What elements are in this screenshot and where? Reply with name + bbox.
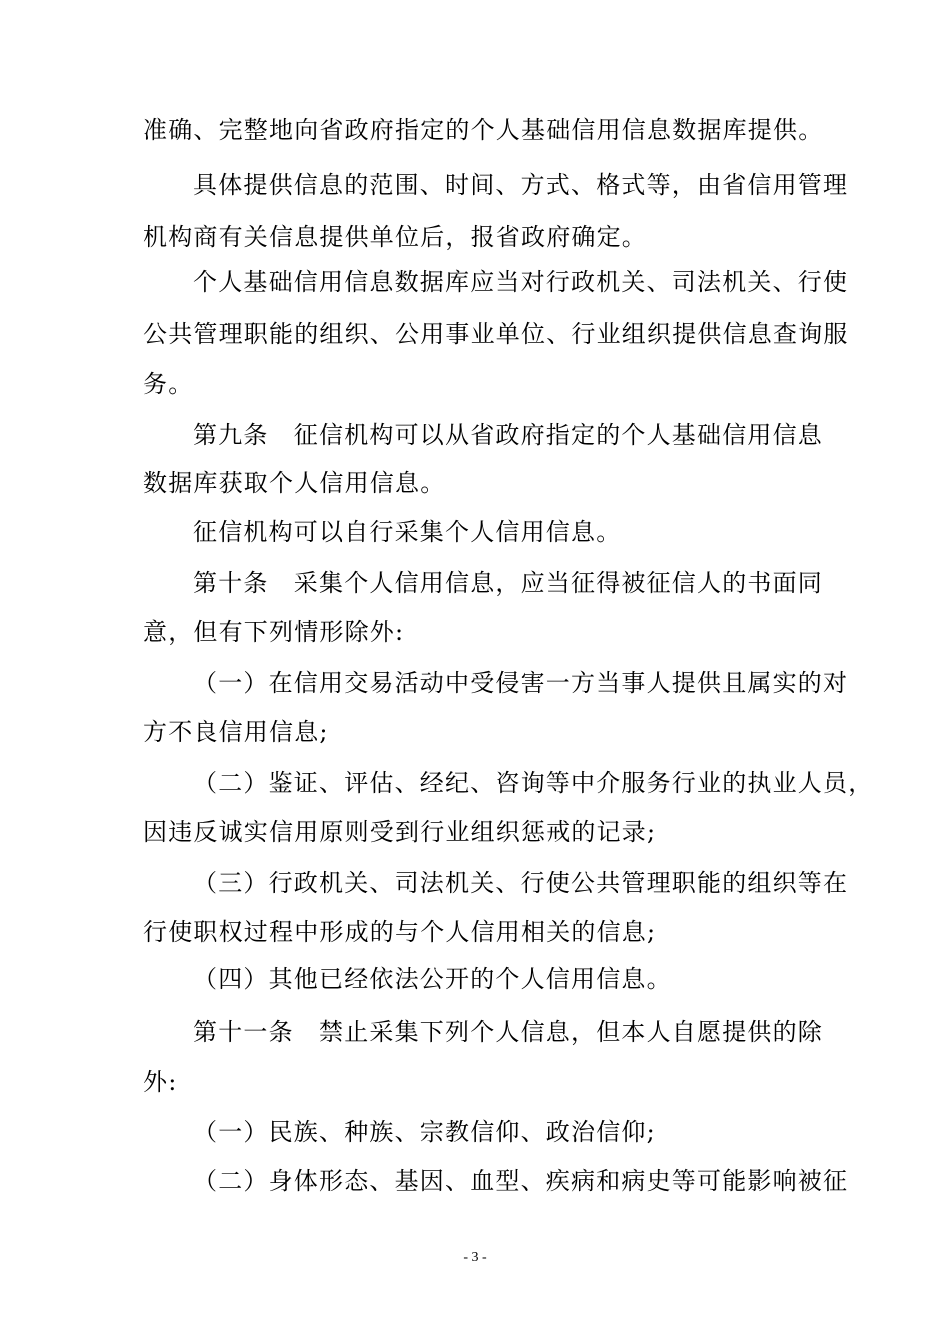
article-10: 第十条 采集个人信用信息，应当征得被征信人的书面同 [193,569,823,597]
list-item: （一）民族、种族、宗教信仰、政治信仰; [193,1118,656,1146]
text-line: 因违反诚实信用原则受到行业组织惩戒的记录; [143,818,657,846]
list-item: （一）在信用交易活动中受侵害一方当事人提供且属实的对 [193,669,849,697]
list-item: （四）其他已经依法公开的个人信用信息。 [193,965,672,993]
text-line: 公共管理职能的组织、公用事业单位、行业组织提供信息查询服 [143,320,849,348]
article-11: 第十一条 禁止采集下列个人信息，但本人自愿提供的除 [193,1018,823,1046]
text-line: 行使职权过程中形成的与个人信用相关的信息; [143,918,657,946]
list-item: （二）鉴证、评估、经纪、咨询等中介服务行业的执业人员， [193,769,874,797]
paragraph-start: 具体提供信息的范围、时间、方式、格式等，由省信用管理 [193,171,849,199]
article-9: 第九条 征信机构可以从省政府指定的个人基础信用信息 [193,421,823,449]
text-line: 准确、完整地向省政府指定的个人基础信用信息数据库提供。 [143,116,824,144]
list-item: （二）身体形态、基因、血型、疾病和病史等可能影响被征 [193,1167,849,1195]
list-item: （三）行政机关、司法机关、行使公共管理职能的组织等在 [193,869,849,897]
text-line: 机构商有关信息提供单位后，报省政府确定。 [143,223,647,251]
text-line: 数据库获取个人信用信息。 [143,469,446,497]
paragraph-start: 征信机构可以自行采集个人信用信息。 [193,518,622,546]
text-line: 外: [143,1068,178,1096]
paragraph-start: 个人基础信用信息数据库应当对行政机关、司法机关、行使 [193,268,849,296]
page-number: - 3 - [463,1250,487,1265]
text-line: 方不良信用信息; [143,718,329,746]
text-line: 意，但有下列情形除外: [143,618,405,646]
text-line: 务。 [143,370,194,398]
